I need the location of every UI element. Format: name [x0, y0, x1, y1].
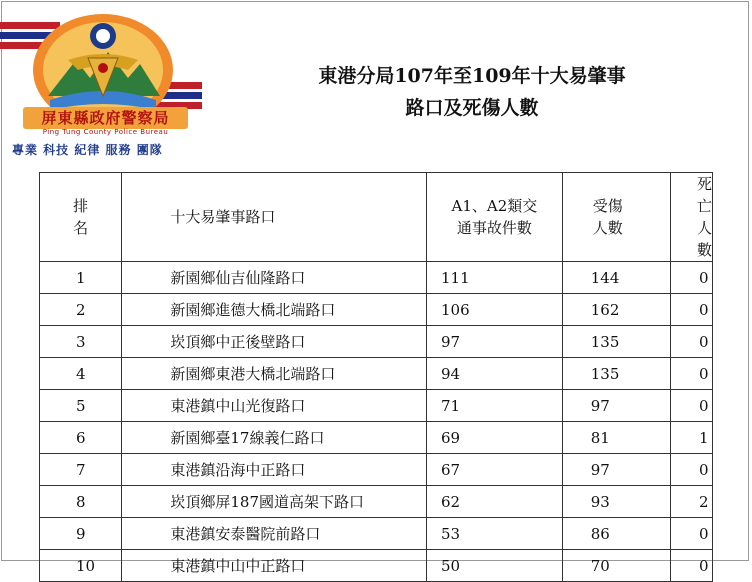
cell-rank: 2	[40, 294, 122, 326]
cell-injured: 162	[562, 294, 670, 326]
bureau-english-name: Ping Tung County Police Bureau	[42, 128, 169, 136]
header-deaths-line2: 人數	[696, 219, 712, 259]
cell-deaths: 1	[670, 422, 712, 454]
intersection-table	[39, 172, 713, 582]
cell-accidents: 106	[427, 294, 563, 326]
cell-intersection: 東港鎮安泰醫院前路口	[122, 518, 427, 550]
cell-intersection: 崁頂鄉屏187國道高架下路口	[122, 486, 427, 518]
header-intersection: 十大易肇事路口	[122, 173, 427, 262]
cell-intersection: 新園鄉臺17線義仁路口	[122, 422, 427, 454]
cell-rank: 9	[40, 518, 122, 550]
cell-intersection: 東港鎮中山光復路口	[122, 390, 427, 422]
cell-injured: 97	[562, 454, 670, 486]
table-row	[40, 518, 713, 550]
cell-rank: 1	[40, 262, 122, 294]
cell-injured: 81	[562, 422, 670, 454]
cell-deaths: 0	[670, 358, 712, 390]
cell-accidents: 62	[427, 486, 563, 518]
cell-injured: 144	[562, 262, 670, 294]
header-row	[40, 173, 713, 262]
cell-accidents: 50	[427, 550, 563, 582]
cell-rank: 7	[40, 454, 122, 486]
header-rank-line2: 名	[73, 219, 89, 237]
cell-rank: 10	[40, 550, 122, 582]
header-accidents-line1: A1、A2類交	[451, 197, 538, 215]
header-injured-line2: 人數	[592, 219, 623, 237]
cell-injured: 97	[562, 390, 670, 422]
cell-accidents: 111	[427, 262, 563, 294]
cell-intersection: 東港鎮中山中正路口	[122, 550, 427, 582]
cell-accidents: 69	[427, 422, 563, 454]
cell-accidents: 53	[427, 518, 563, 550]
cell-intersection: 新園鄉進德大橋北端路口	[122, 294, 427, 326]
cell-deaths: 0	[670, 262, 712, 294]
cell-accidents: 94	[427, 358, 563, 390]
header-rank-line1: 排	[73, 197, 89, 215]
title-line-1: 東港分局107年至109年十大易肇事	[318, 65, 626, 87]
data-table	[39, 172, 713, 582]
cell-intersection: 新園鄉仙吉仙隆路口	[122, 262, 427, 294]
table-row	[40, 390, 713, 422]
cell-deaths: 0	[670, 550, 712, 582]
cell-deaths: 0	[670, 294, 712, 326]
header-rank	[40, 173, 122, 262]
header-deaths	[670, 173, 712, 262]
cell-injured: 135	[562, 326, 670, 358]
header-injured-line1: 受傷	[592, 197, 623, 215]
cell-accidents: 97	[427, 326, 563, 358]
cell-deaths: 2	[670, 486, 712, 518]
table-row	[40, 454, 713, 486]
cell-rank: 8	[40, 486, 122, 518]
cell-deaths: 0	[670, 518, 712, 550]
table-row	[40, 358, 713, 390]
cell-rank: 4	[40, 358, 122, 390]
cell-deaths: 0	[670, 326, 712, 358]
header-deaths-line1: 死亡	[696, 175, 712, 215]
table-row	[40, 262, 713, 294]
cell-deaths: 0	[670, 390, 712, 422]
table-row	[40, 550, 713, 582]
cell-intersection: 新園鄉東港大橋北端路口	[122, 358, 427, 390]
cell-accidents: 67	[427, 454, 563, 486]
table-row	[40, 294, 713, 326]
table-row	[40, 326, 713, 358]
cell-injured: 135	[562, 358, 670, 390]
cell-rank: 6	[40, 422, 122, 454]
table-row	[40, 422, 713, 454]
cell-intersection: 崁頂鄉中正後壁路口	[122, 326, 427, 358]
table-row	[40, 486, 713, 518]
page-title	[262, 60, 682, 124]
cell-accidents: 71	[427, 390, 563, 422]
cell-intersection: 東港鎮沿海中正路口	[122, 454, 427, 486]
bureau-name: 屏東縣政府警察局	[23, 107, 188, 129]
bureau-motto: 專業 科技 紀律 服務 團隊	[12, 143, 163, 157]
cell-rank: 3	[40, 326, 122, 358]
cell-rank: 5	[40, 390, 122, 422]
title-line-2: 路口及死傷人數	[405, 97, 539, 119]
header-accidents-line2: 通事故件數	[456, 219, 532, 237]
header-injured	[562, 173, 670, 262]
cell-injured: 86	[562, 518, 670, 550]
cell-deaths: 0	[670, 454, 712, 486]
header-accidents	[427, 173, 563, 262]
cell-injured: 93	[562, 486, 670, 518]
cell-injured: 70	[562, 550, 670, 582]
